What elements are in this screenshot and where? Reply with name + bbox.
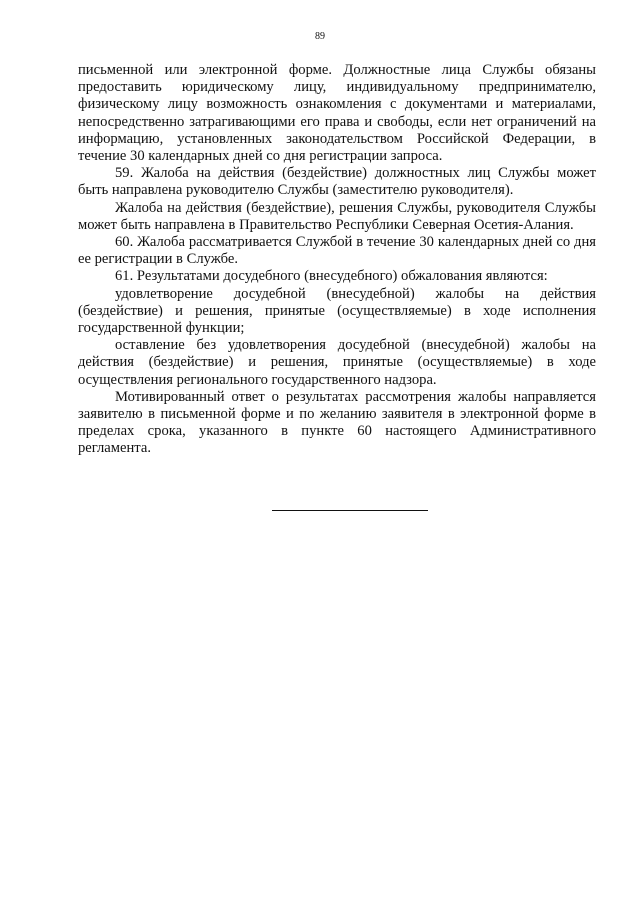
end-separator-line [272,510,428,511]
paragraph-61: 61. Результатами досудебного (внесудебного) обжалования являются: [115,268,548,285]
document-body [78,62,596,458]
paragraph-60: 60. Жалоба рассматривается Службой в течение 30 календарных дней со дня ее регистрации в Службе. [78,234,596,268]
paragraph-continuation: письменной или электронной форме. Должностные лица Службы обязаны предоставить юридическому лицу, индивидуальному предпринимателю, физическому лицу возможность ознакомления с документами и материалами, непосредственно затрагивающими его права и свободы, если нет ограничений на информацию, установленных законодательством Российской Федерации, в течение 30 календарных дней со дня регистрации запроса. [78,62,596,165]
paragraph-59: 59. Жалоба на действия (бездействие) должностных лиц Службы может быть направлена руководителю Службы (заместителю руководителя). [78,165,596,199]
paragraph-satisfaction: удовлетворение досудебной (внесудебной) жалобы на действия (бездействие) и решения, принятые (осуществляемые) в ходе исполнения государственной функции; [78,285,596,337]
paragraph-reasoned-response: Мотивированный ответ о результатах рассмотрения жалобы направляется заявителю в письменной форме и по желанию заявителя в электронной форме в пределах срока, указанного в пункте 60 настоящего Административного регламента. [78,388,596,457]
paragraph-complaint-government: Жалоба на действия (бездействие), решения Службы, руководителя Службы может быть направлена в Правительство Республики Северная Осетия-Алания. [78,199,596,233]
page-number: 89 [315,31,325,42]
paragraph-rejection: оставление без удовлетворения досудебной (внесудебной) жалобы на действия (бездействие) и решения, принятые (осуществляемые) в ходе осуществления регионального государственного надзора. [78,337,596,388]
